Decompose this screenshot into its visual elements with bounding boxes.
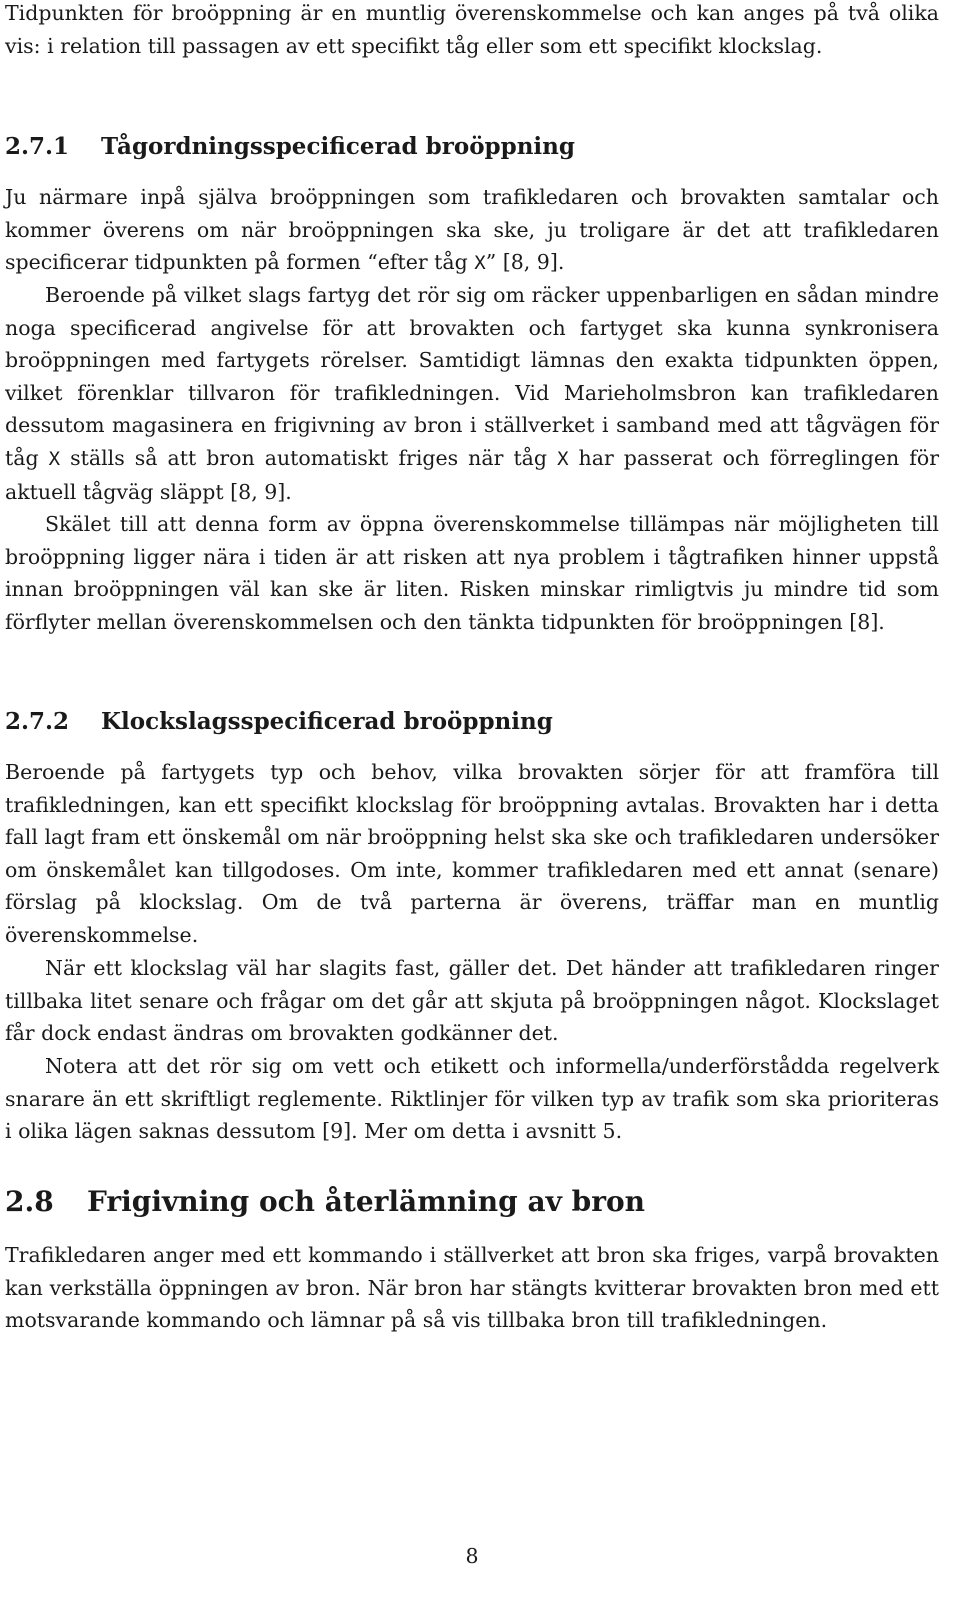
section-title: Klockslagsspecificerad broöppning (101, 708, 553, 735)
paragraph-text: ” [8, 9]. (485, 250, 565, 275)
paragraph-2-8-first: Trafikledaren anger med ett kommando i ställverket att bron ska friges, varpå brovakten kan verkställa öppningen av bron. När bron har stängts kvitterar brovakten bron med ett motsvarande kommando och lämnar på så vis tillbaka bron till trafikledningen. (5, 1243, 939, 1333)
section-title: Frigivning och återlämning av bron (87, 1185, 646, 1218)
section-number: 2.8 (5, 1185, 54, 1218)
paragraph-2-7-1-third: Skälet till att denna form av öppna överenskommelse tillämpas när möjligheten till broöppning ligger nära i tiden är att risken att nya problem i tågtrafiken hinner uppstå innan broöppningen väl kan ske är liten. Risken minskar rimligtvis ju mindre tid som förflyter mellan överenskommelsen och den tänkta tidpunkten för broöppningen [8]. (5, 512, 939, 634)
train-variable: X (48, 447, 61, 470)
intro-paragraph: Tidpunkten för broöppning är en muntlig överenskommelse och kan anges på två olika vis: i relation till passagen av ett specifikt tåg eller som ett specifikt klockslag. (5, 1, 939, 58)
page-number: 8 (465, 1544, 479, 1568)
paragraph-text: Ju närmare inpå själva broöppningen som trafikledaren och brovakten samtalar och kommer överens om när broöppningen ska ske, ju troligare är det att trafikledaren specificerar tidpunkten på formen “efter tåg (5, 185, 939, 275)
section-title: Tågordningsspecificerad broöppning (101, 133, 575, 160)
train-variable: X (557, 447, 569, 470)
train-variable: X (474, 252, 486, 275)
paragraph-2-7-2-second: När ett klockslag väl har slagits fast, gäller det. Det händer att trafikledaren ringer tillbaka litet senare och frågar om det går att skjuta på broöppningen något. Klockslaget får dock endast ändras om brovakten godkänner det. (5, 956, 939, 1046)
paragraph-2-7-1-first (5, 181, 939, 280)
section-number: 2.7.1 (5, 133, 70, 160)
paragraph-2-7-1-second (5, 279, 939, 508)
paragraph-text: ställs så att bron automatiskt friges när tåg (60, 445, 558, 470)
section-heading-2-7-1 (5, 131, 939, 163)
paragraph-2-7-2-third: Notera att det rör sig om vett och etikett och informella/underförstådda regelverk snarare än ett skriftligt reglemente. Riktlinjer för vilken typ av trafik som ska prioriteras i olika lägen saknas dessutom [9]. Mer om detta i avsnitt 5. (5, 1054, 939, 1144)
paragraph-text: Beroende på vilket slags fartyg det rör sig om räcker uppenbarligen en sådan mindre noga specificerad angivelse för att brovakten och fartyget ska kunna synkronisera broöppningen med fartygets rörelser. Samtidigt lämnas den exakta tidpunkten öppen, vilket förenklar tillvaron för trafikledningen. Vid Marieholmsbron kan trafikledaren dessutom magasinera en frigivning av bron i ställverket i samband med att tågvägen för tåg (5, 283, 939, 470)
section-heading-2-7-2 (5, 706, 939, 738)
paragraph-text: har passerat och förreglingen för aktuell tågväg släppt [8, 9]. (5, 445, 939, 504)
document-page (5, 0, 939, 1605)
section-heading-2-8 (5, 1184, 939, 1220)
paragraph-2-7-2-first: Beroende på fartygets typ och behov, vilka brovakten sörjer för att framföra till trafikledningen, kan ett specifikt klockslag för broöppning avtalas. Brovakten har i detta fall lagt fram ett önskemål om när broöppning helst ska ske och trafikledaren undersöker om önskemålet kan tillgodoses. Om inte, kommer trafikledaren med ett annat (senare) förslag på klockslag. Om de två parterna är överens, träffar man en muntlig överenskommelse. (5, 760, 939, 947)
section-number: 2.7.2 (5, 708, 70, 735)
